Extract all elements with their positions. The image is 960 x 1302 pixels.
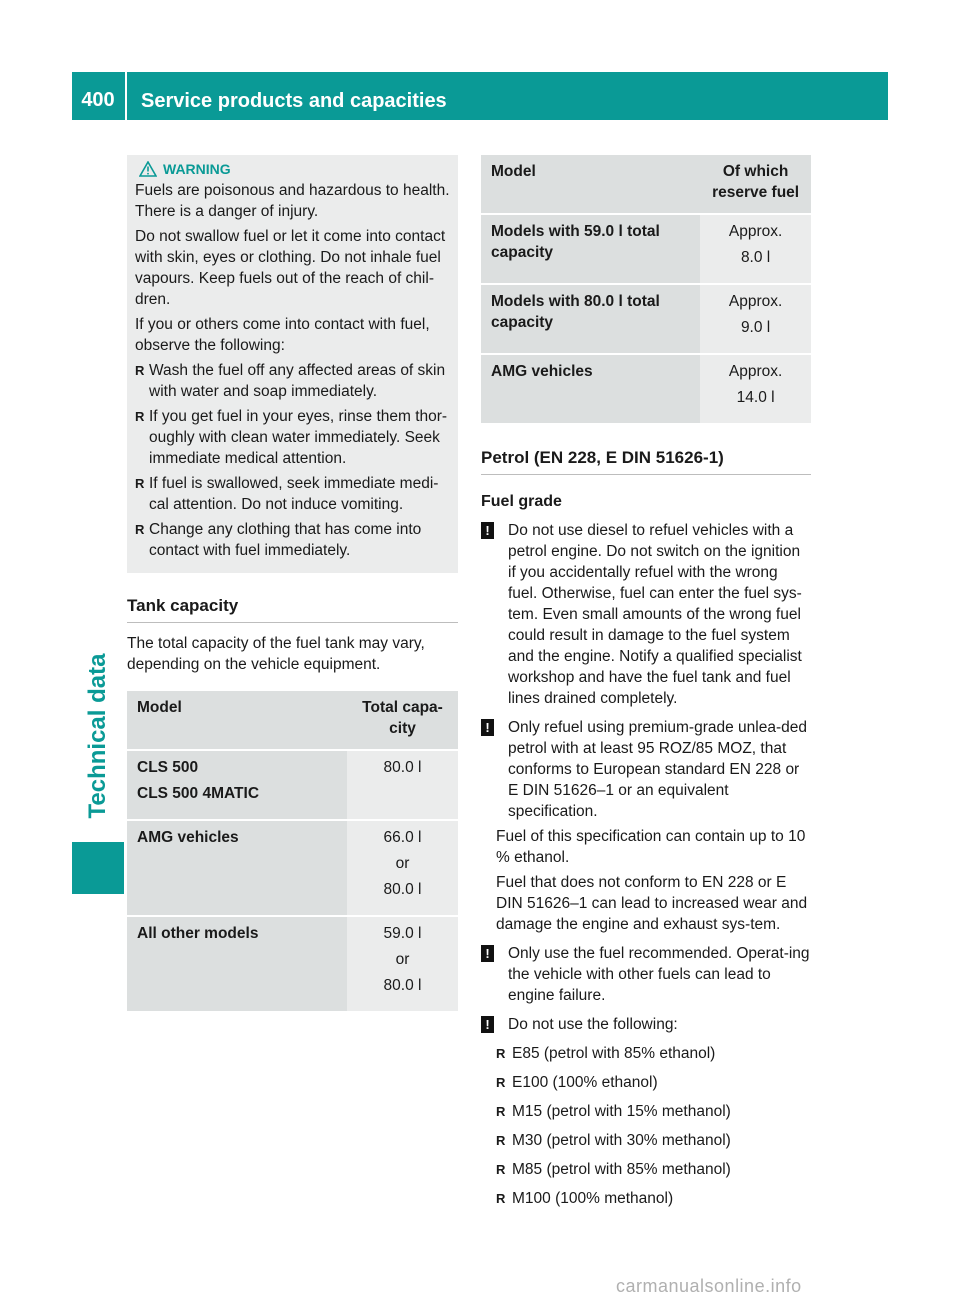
list-item: R E100 (100% ethanol) — [481, 1072, 811, 1093]
reserve-fuel-table — [481, 153, 811, 425]
model-cell — [127, 917, 347, 1011]
warning-box — [127, 155, 458, 573]
column-header-total-capacity: Total capa-city — [347, 691, 458, 749]
warning-paragraph: If you or others come into contact with fuel, observe the following: — [135, 316, 430, 354]
capacity-line: 80.0 l — [383, 977, 422, 994]
notice-text: Fuel of this specification can contain up to 10 % ethanol. — [496, 828, 806, 866]
reserve-cell — [700, 355, 811, 423]
list-item: R E85 (petrol with 85% ethanol) — [481, 1043, 811, 1064]
model-line: CLS 500 4MATIC — [137, 785, 260, 802]
tank-capacity-intro: The total capacity of the fuel tank may vary, depending on the vehicle equipment. — [127, 635, 425, 673]
warning-paragraph: Fuels are poisonous and hazardous to health. There is a danger of injury. — [135, 182, 450, 220]
column-header-reserve-fuel: Of which reserve fuel — [700, 155, 811, 213]
capacity-line: or — [395, 855, 410, 872]
exclamation-icon: ! — [481, 1016, 494, 1033]
side-tab-marker — [72, 842, 124, 894]
column-header-model: Model — [127, 691, 347, 749]
table-row — [127, 751, 458, 819]
reserve-line: 9.0 l — [740, 319, 771, 336]
reserve-cell — [700, 215, 811, 283]
table-row — [481, 215, 811, 283]
list-item: R M85 (petrol with 85% methanol) — [481, 1159, 811, 1180]
notice-paragraph — [481, 520, 811, 709]
capacity-line: 80.0 l — [383, 759, 422, 776]
capacity-cell — [347, 821, 458, 915]
fuel-grade-heading: Fuel grade — [481, 493, 562, 510]
warning-triangle-icon — [139, 161, 157, 177]
model-line: All other models — [137, 925, 259, 942]
right-column — [481, 155, 811, 1209]
model-cell: AMG vehicles — [481, 355, 700, 423]
warning-bullet: R Wash the fuel off any affected areas of skin with water and soap immediately. — [135, 360, 450, 402]
tank-capacity-table — [127, 689, 458, 1013]
table-header-row — [127, 691, 458, 749]
reserve-line: Approx. — [728, 363, 783, 380]
list-item: R M15 (petrol with 15% methanol) — [481, 1101, 811, 1122]
warning-bullet: R If you get fuel in your eyes, rinse them thor-oughly with clean water immediately. Seek immediate medical attention. — [135, 406, 450, 469]
table-row — [481, 285, 811, 353]
section-title: Service products and capacities — [141, 90, 447, 112]
warning-paragraph: Do not swallow fuel or let it come into contact with skin, eyes or clothing. Do not inhale fuel vapours. Keep fuels out of the reach of chil-dren. — [135, 228, 446, 308]
capacity-cell — [347, 751, 458, 819]
notice-text: Do not use the following: — [508, 1016, 678, 1033]
notice-text: Only use the fuel recommended. Operat-ing the vehicle with other fuels can lead to engine failure. — [508, 945, 810, 1004]
table-row — [127, 821, 458, 915]
model-line: AMG vehicles — [137, 829, 239, 846]
notice-text: Fuel that does not conform to EN 228 or E DIN 51626–1 can lead to increased wear and damage the engine and exhaust sys-tem. — [496, 874, 808, 933]
notice-paragraph — [481, 717, 811, 822]
warning-bullet: R If fuel is swallowed, seek immediate medi-cal attention. Do not induce vomiting. — [135, 473, 450, 515]
header-divider — [125, 72, 127, 120]
list-item: R M30 (petrol with 30% methanol) — [481, 1130, 811, 1151]
reserve-line: 14.0 l — [736, 389, 775, 406]
column-header-model: Model — [481, 155, 700, 213]
capacity-line: 59.0 l — [383, 925, 422, 942]
list-item: R M100 (100% methanol) — [481, 1188, 811, 1209]
capacity-line: or — [395, 951, 410, 968]
warning-bullet: R Change any clothing that has come into contact with fuel immediately. — [135, 519, 450, 561]
exclamation-icon: ! — [481, 945, 494, 962]
table-row — [127, 917, 458, 1011]
side-tab — [72, 646, 124, 826]
left-column — [127, 155, 458, 1013]
capacity-line: 66.0 l — [383, 829, 422, 846]
tank-capacity-heading: Tank capacity — [127, 595, 458, 623]
page-number: 400 — [81, 89, 115, 111]
table-row — [481, 355, 811, 423]
reserve-line: Approx. — [728, 223, 783, 240]
model-cell — [127, 751, 347, 819]
reserve-line: Approx. — [728, 293, 783, 310]
notice-text: Only refuel using premium-grade unlea-ded petrol with at least 95 ROZ/85 MOZ, that conforms to European standard EN 228 or E DIN 51626–1 or an equivalent specification. — [508, 719, 807, 820]
model-cell — [127, 821, 347, 915]
warning-title — [139, 158, 450, 180]
table-header-row — [481, 155, 811, 213]
exclamation-icon: ! — [481, 719, 494, 736]
capacity-line: 80.0 l — [383, 881, 422, 898]
capacity-cell — [347, 917, 458, 1011]
notice-text: Do not use diesel to refuel vehicles with a petrol engine. Do not switch on the ignition if you accidentally refuel with the wrong fuel. Otherwise, fuel can enter the fuel sys-tem. Even small amounts of the wrong fuel could result in damage to the fuel system and the engine. Notify a qualified specialist workshop and have the fuel tank and fuel lines drained completely. — [508, 522, 802, 707]
model-cell: Models with 59.0 l total capacity — [481, 215, 700, 283]
watermark: carmanualsonline.info — [616, 1276, 802, 1296]
warning-title-text: WARNING — [163, 160, 231, 177]
model-cell: Models with 80.0 l total capacity — [481, 285, 700, 353]
reserve-line: 8.0 l — [740, 249, 771, 266]
model-line: CLS 500 — [137, 759, 199, 776]
exclamation-icon: ! — [481, 522, 494, 539]
notice-paragraph — [481, 1014, 811, 1035]
side-tab-label: Technical data — [84, 653, 111, 819]
petrol-heading: Petrol (EN 228, E DIN 51626-1) — [481, 447, 811, 475]
reserve-cell — [700, 285, 811, 353]
notice-paragraph — [481, 943, 811, 1006]
